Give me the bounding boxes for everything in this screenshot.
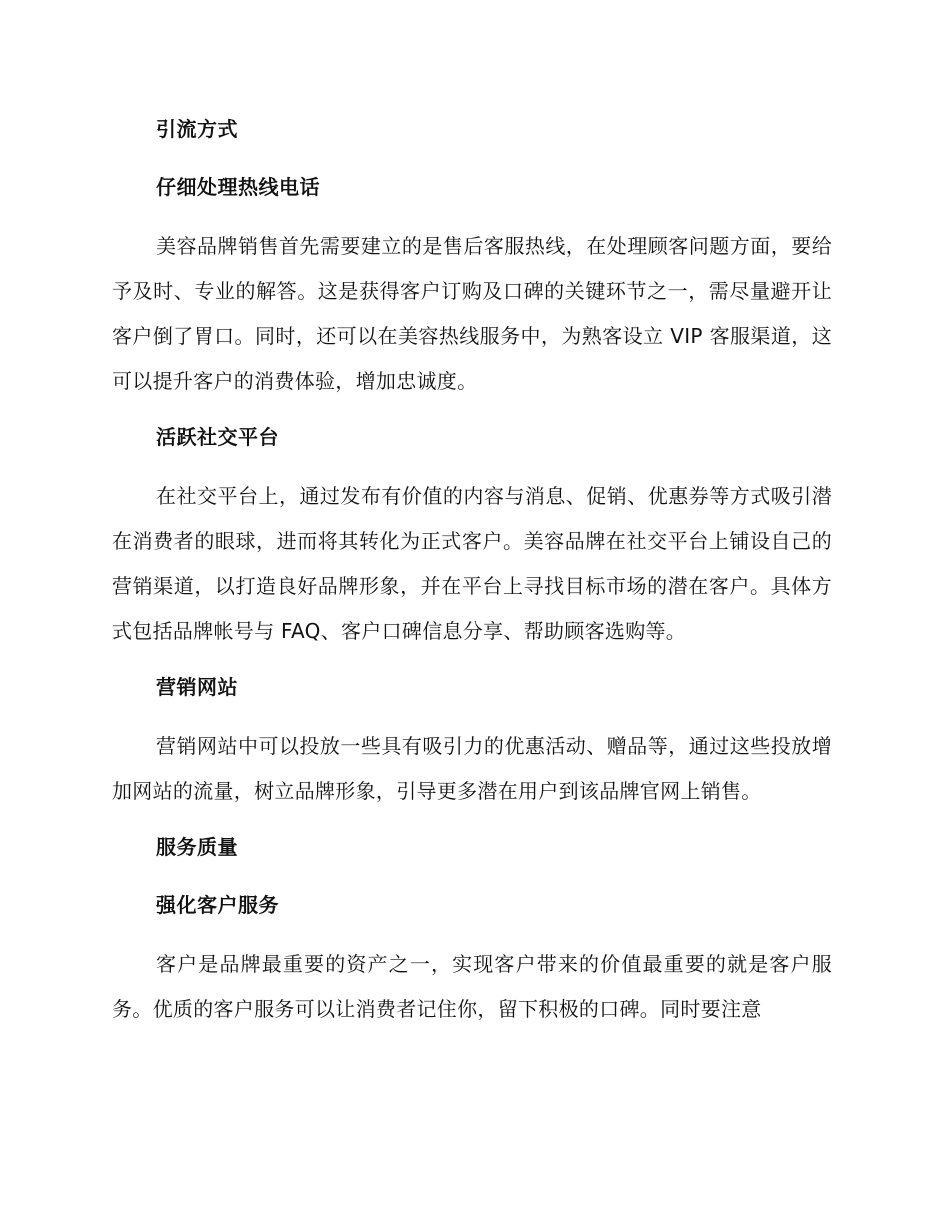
paragraph-hotline: 美容品牌销售首先需要建立的是售后客服热线，在处理顾客问题方面，要给予及时、专业的解答。这是获得客户订购及口碑的关键环节之一，需尽量避开让客户倒了胃口。同时，还可以在美容热线服务中，为熟客设立 VIP 客服渠道，这可以提升客户的消费体验，增加忠诚度。 — [112, 234, 832, 393]
paragraph-customer-service: 客户是品牌最重要的资产之一，实现客户带来的价值最重要的就是客户服务。优质的客户服务可以让消费者记住你，留下积极的口碑。同时要注意 — [112, 952, 832, 1021]
subheading-hotline: 仔细处理热线电话 — [156, 175, 320, 199]
subheading-social-platform: 活跃社交平台 — [156, 425, 279, 449]
document-body — [112, 108, 832, 1044]
subheading-marketing-website: 营销网站 — [156, 675, 238, 699]
section-heading-service-quality: 服务质量 — [156, 835, 238, 859]
paragraph-social-platform: 在社交平台上，通过发布有价值的内容与消息、促销、优惠券等方式吸引潜在消费者的眼球，进而将其转化为正式客户。美容品牌在社交平台上铺设自己的营销渠道，以打造良好品牌形象，并在平台上寻找目标市场的潜在客户。具体方式包括品牌帐号与 FAQ、客户口碑信息分享、帮助顾客选购等。 — [112, 484, 832, 643]
section-heading-traffic-methods: 引流方式 — [156, 117, 238, 141]
paragraph-marketing-website: 营销网站中可以投放一些具有吸引力的优惠活动、赠品等，通过这些投放增加网站的流量，树立品牌形象，引导更多潜在用户到该品牌官网上销售。 — [112, 734, 832, 803]
subheading-customer-service: 强化客户服务 — [156, 893, 279, 917]
